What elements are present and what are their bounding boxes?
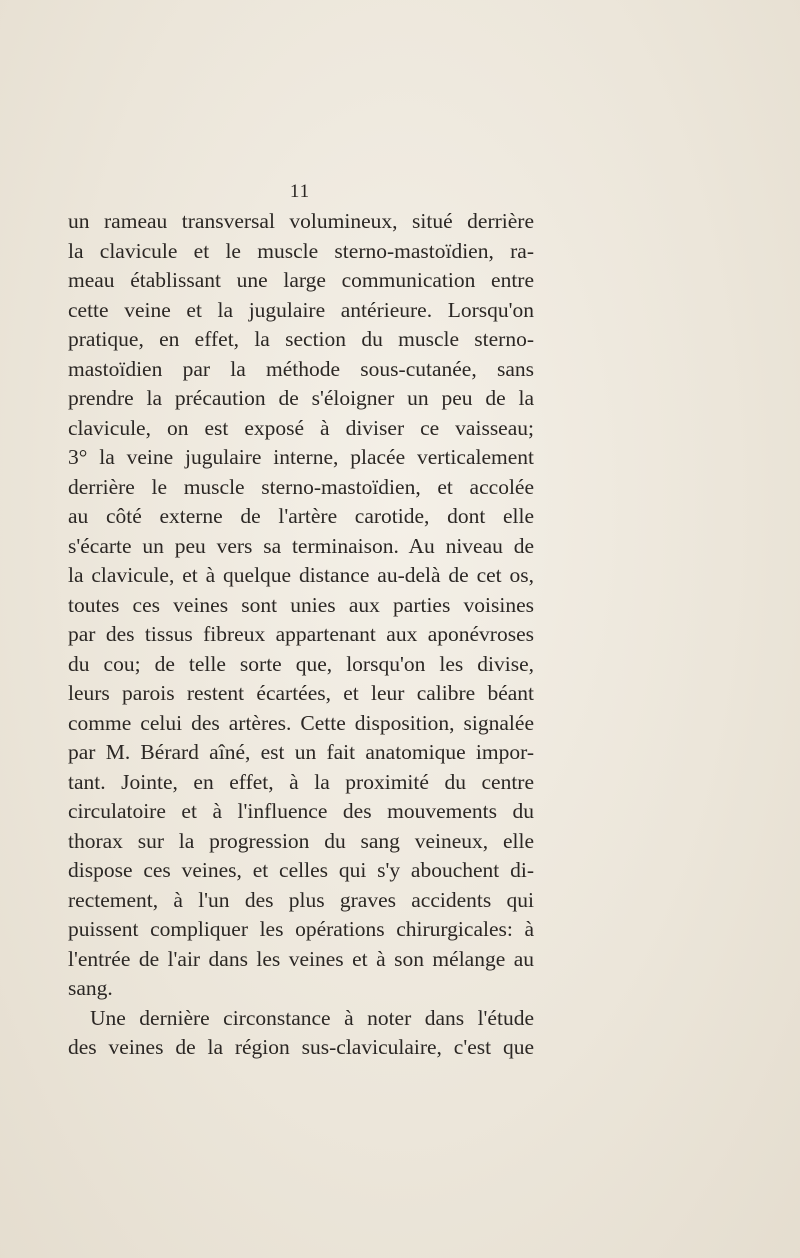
text-line: la clavicule, et à quelque distance au-delà de cet os, [68,563,534,587]
text-line: des veines de la région sus-claviculaire, c'est que [68,1035,534,1059]
text-line: du cou; de telle sorte que, lorsqu'on les divise, [68,651,534,676]
text-line: clavicule, on est exposé à diviser ce vaisseau; [68,415,534,440]
text-line: derrière le muscle sterno-mastoïdien, et accolée [68,474,534,499]
paragraph-1 [68,207,534,1004]
text-line: pratique, en effet, la section du muscle sterno- [68,327,534,351]
text-line: au côté externe de l'artère carotide, dont elle [68,504,534,528]
text-line: circulatoire et à l'influence des mouvements du [68,799,534,823]
paragraph-2 [68,1004,534,1063]
text-line: rectement, à l'un des plus graves accidents qui [68,887,534,912]
text-line: par M. Bérard aîné, est un fait anatomique impor- [68,740,534,764]
text-line: l'entrée de l'air dans les veines et à son mélange au [68,946,534,971]
text-line: 3° la veine jugulaire interne, placée verticalement [68,445,534,469]
text-line: comme celui des artères. Cette disposition, signalée [68,710,534,735]
text-line: s'écarte un peu vers sa terminaison. Au niveau de [68,533,534,558]
text-line: sang. [68,976,113,1000]
text-line: la clavicule et le muscle sterno-mastoïdien, ra- [68,238,534,263]
text-line: tant. Jointe, en effet, à la proximité du centre [68,769,534,794]
text-line: thorax sur la progression du sang veineux, elle [68,828,534,853]
body-text [68,207,534,1063]
text-line: leurs parois restent écartées, et leur calibre béant [68,681,534,705]
text-line: un rameau transversal volumineux, situé derrière [68,209,534,233]
text-line: cette veine et la jugulaire antérieure. Lorsqu'on [68,297,534,322]
text-line: prendre la précaution de s'éloigner un peu de la [68,386,534,410]
text-line: Une dernière circonstance à noter dans l'étude [90,1005,534,1030]
text-line: par des tissus fibreux appartenant aux aponévroses [68,622,534,646]
text-line: toutes ces veines sont unies aux parties voisines [68,592,534,617]
page-number: 11 [289,181,311,202]
text-line: mastoïdien par la méthode sous-cutanée, sans [68,356,534,381]
text-line: dispose ces veines, et celles qui s'y abouchent di- [68,858,534,882]
text-line: puissent compliquer les opérations chirurgicales: à [68,917,534,941]
text-line: meau établissant une large communication entre [68,268,534,292]
